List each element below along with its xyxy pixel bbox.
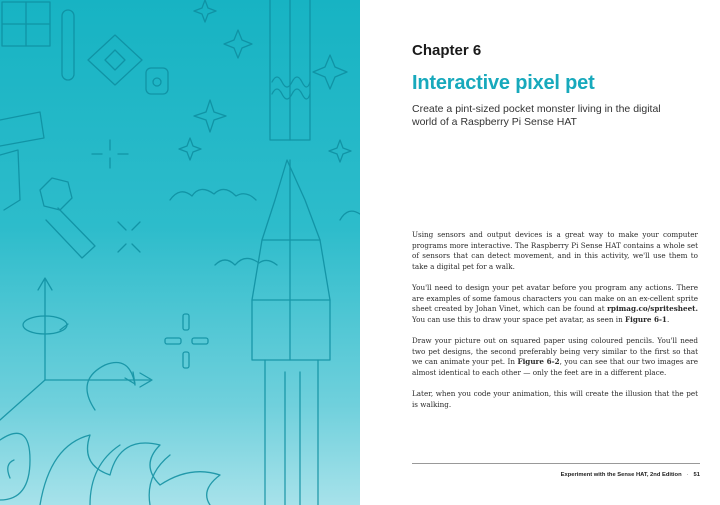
body-text <box>412 230 698 421</box>
footer-divider <box>412 463 700 464</box>
paragraph-text: . <box>666 314 670 324</box>
paragraph-animation: Later, when you code your animation, this will create the illusion that the pet is walking. <box>412 388 698 409</box>
chapter-number: Chapter 6 <box>412 42 482 59</box>
page-footer <box>412 472 700 478</box>
paragraph-text: , you can see that our two images are almost identical to each other — only the feet are in a different place. <box>412 357 698 377</box>
page-number: 51 <box>693 472 700 478</box>
paragraph-text: You can use this to draw your space pet avatar, as seen in <box>412 314 625 324</box>
footer-separator: · <box>686 472 689 478</box>
paragraph-text: Draw your picture out on squared paper using coloured pencils. You'll need two pet designs, the second preferably being very similar to the first so that we can animate your pet. In <box>412 335 698 367</box>
paragraph-text: You'll need to design your pet avatar before you program any actions. There are examples of some famous characters you can make on an ex-cellent sprite sheet created by Johan Vinet, which can be found at <box>412 282 698 314</box>
spritesheet-link[interactable]: rpimag.co/spritesheet. <box>607 304 698 314</box>
chapter-title: Interactive pixel pet <box>412 72 595 94</box>
footer-book-title: Experiment with the Sense HAT, 2nd Edition <box>560 472 682 478</box>
figure-reference: Figure 6-1 <box>625 314 667 324</box>
paragraph-draw-picture <box>412 336 698 378</box>
text-page <box>360 0 720 505</box>
chapter-subtitle: Create a pint-sized pocket monster living in the digital world of a Raspberry Pi Sense HAT <box>412 103 661 128</box>
paragraph-intro: Using sensors and output devices is a great way to make your computer programs more interactive. The Raspberry Pi Sense HAT contains a whole set of sensors that can detect movement, and in this activity, we'll use them to take a digital pet for a walk. <box>412 230 698 271</box>
figure-reference: Figure 6-2 <box>517 357 560 367</box>
paragraph-design-avatar <box>412 283 698 325</box>
